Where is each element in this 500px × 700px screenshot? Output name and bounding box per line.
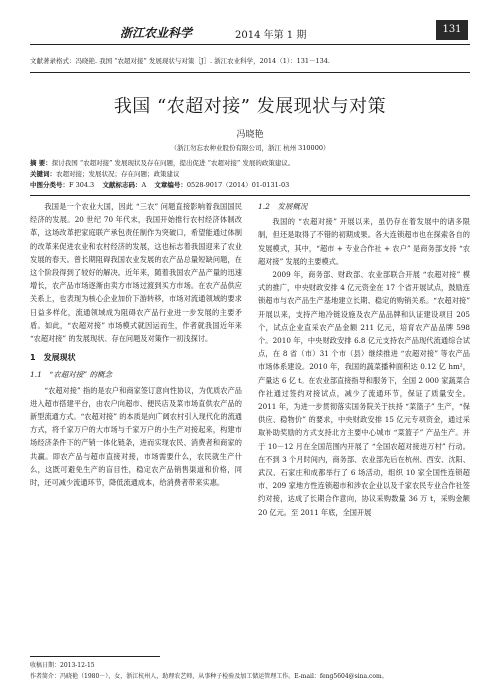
keywords-line [30, 169, 470, 180]
history-paragraph: 2009 年，商务部、财政部、农业部联合开展 “农超对接” 模式的推广，中央财政安排 4 亿元资金在 17 个省开展试点，鼓励连锁超市与农产品生产基地建立长期、稳定的购销关系。“农超对接” 开展以来，支持产地冷链设施及农产品品牌和认证建设项目 205 个，试点企业直采农产品金额 211 亿元，培育农产品品牌 598 个。2010 年，中央财政安排 6.8 亿元支持农产品现代流通综合试点，在 8 省（市）31 个市（县）继续推进 “农超对接” 等农产品市场体系建设。2010 年，我国的蔬菜播种面积达 0.12 亿 hm²，产量达 6 亿 t。在农业部直接指导和服务下，全国 2 000 家蔬菜合作社通过签约对接试点，减少了流通环节，保证了质量安全。2011 年，为进一步贯彻落实国务院关于扶持 “菜篮子” 生产，“保供应、稳物价” 的要求，中央财政安排 15 亿元专项资金，通过采取补助奖励的方式支持北方主要中心城市 “菜篮子” 产品生产。并于 10－12 月在全国范围内开展了 “全国农超对接进万村” 行动。在不到 3 个月时间内，商务部、农业部先后在杭州、西安、沈阳、武汉、石家庄和成都举行了 6 场活动，组织 10 家全国性连锁超市、209 家地方性连锁超市和涉农企业以及千家农民专业合作社签约对接，达成了长期合作意向，协议采购数量 36 万 t，采购金额 20 亿元。至 2011 年底，全国开展 [258, 270, 470, 517]
overview-paragraph: 我国的 “农超对接” 开展以来，虽仍存在着发展中的诸多限制，但还是取得了不错的初期成果。各大连锁超市也在探索各自的发展模式，其中，“超市 + 专业合作社 + 农户” 是商务部支持 “农超对接” 发展的主要模式。 [258, 217, 470, 266]
abstract-block [30, 158, 470, 191]
citation-rule [30, 72, 470, 73]
abstract-rule [30, 195, 470, 196]
classification-line [30, 180, 470, 191]
right-column [258, 200, 470, 519]
footnote [30, 660, 470, 682]
received-date: 收稿日期：2013-12-15 [30, 662, 95, 669]
author-name: 冯晓艳 [236, 130, 264, 140]
summary-label: 摘 要： [30, 159, 52, 167]
section-heading-1-1: 1.1 “农超对接” 的概念 [30, 370, 112, 380]
keywords-text: 农超对接；发展状况；存在问题；政策建议 [56, 170, 180, 178]
page-number: 131 [436, 20, 468, 40]
citation-format: 文献著录格式：冯晓艳. 我国 “农超对接” 发展现状与对策［J］. 浙江农业科学，2014（1）：131－134. [30, 57, 330, 65]
header-rule [30, 44, 470, 45]
keywords-label: 关键词： [30, 170, 56, 178]
section-heading-1: 1 发展现状 [30, 353, 76, 363]
running-header [30, 20, 462, 50]
doc-code-label: 文献标志码： [102, 181, 142, 189]
left-column [30, 200, 242, 489]
section-heading-1-2: 1.2 发展概况 [258, 202, 308, 211]
article-no-label: 文章编号： [154, 181, 187, 189]
summary-line [30, 158, 470, 169]
article-no-value: 0528-9017（2014）01-0131-03 [186, 181, 290, 189]
doc-code-value: A [141, 181, 147, 189]
clc-label: 中图分类号： [30, 181, 69, 189]
concept-paragraph: “农超对接” 指的是农户和商家签订意向性协议，为优质农产品进入超市搭建平台，由农户向超市、便民店及菜市场直供农产品的新型流通方式。“农超对接” 的本质是向广阔农村引入现代化的流通方式，将千家万户的大市场与千家万户的小生产对接起来，构建市场经济条件下的产销一体化链条，进而实现农民、消费者和商家的共赢。即农产品与超市直接对接，市场需要什么，农民就生产什么，这既可避免生产的盲目性，稳定农产品销售渠道和价格，同时，还可减少流通环节，降低流通成本，给消费者带来实惠。 [30, 385, 242, 488]
summary-text: 探讨我国 “农超对接” 发展现状及存在问题，提出促进 “农超对接” 发展的政策建议。 [51, 159, 295, 167]
author-bio: 作者简介：冯晓艳（1980－），女，浙江杭州人，助理农艺师，从事种子检验及加工储运管理工作。E-mail：feng5604@sina.com。 [30, 673, 388, 680]
issue-label: 2014 年第 1 期 [235, 30, 307, 41]
footnote-rule [30, 656, 160, 657]
author-affiliation: （浙江勿忘农种业股份有限公司，浙江 杭州 310000） [170, 144, 330, 152]
journal-name: 浙江农业科学 [120, 26, 193, 40]
clc-value: F 304.3 [69, 181, 95, 189]
intro-paragraph: 我国是一个农业大国，因此 “三农” 问题直接影响着我国国民经济的发展。20 世纪 70 年代末，我国开始推行农村经济体制改革，这场改革把家庭联产承包责任制作为突破口，希望能通过体制的改革来促进农业和农村经济的发展，这也标志着我国迎来了农业发展的春天。曾长期阻碍我国农业发展的农产品总量短缺问题，在这个阶段得到了较好的解决。近年来，随着我国农产品产量的迅速增长，农产品市场逐渐由卖方市场过渡到买方市场。在农产品供应关系上，也表现为核心企业加价下游转移，市场对流通领域的要求日益多样化，流通领域成为阻碍农产品行业进一步发展的主要矛盾。如此，“农超对接” 市场模式就因运而生，作者就我国近年来 “农超对接” 的发展现状、存在问题及对策作一初浅探讨。 [30, 202, 242, 344]
article-title: 我国 “农超对接” 发展现状与对策 [113, 96, 387, 117]
